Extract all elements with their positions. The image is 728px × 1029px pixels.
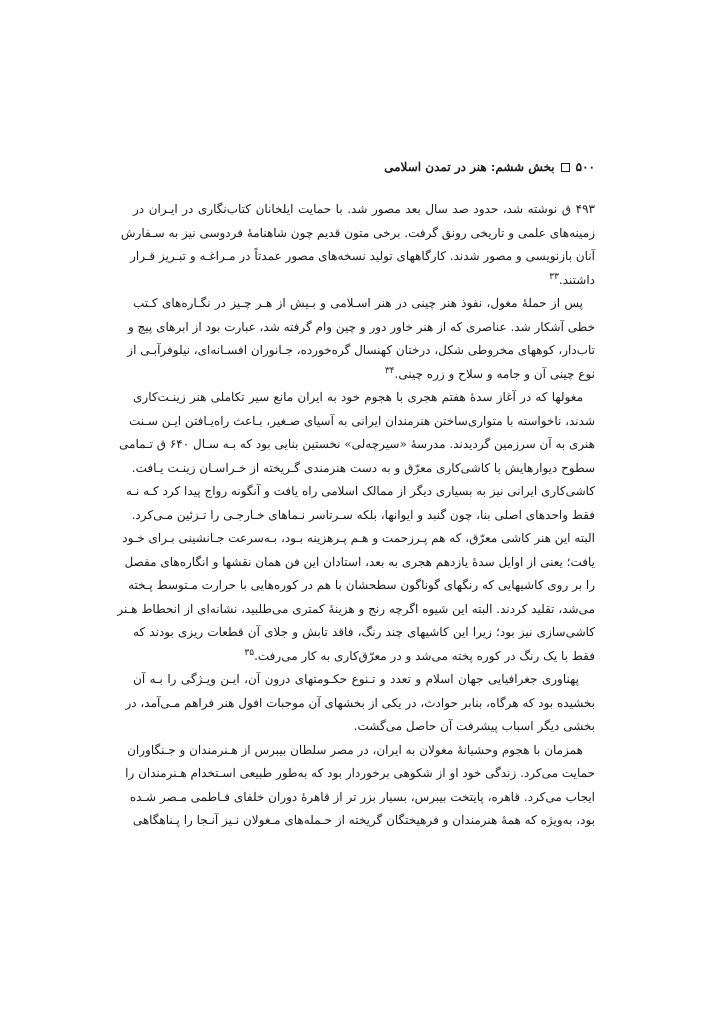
paragraph-first-line: مغولها که در آغاز سدهٔ هفتم هجری با هجوم خود به ایران مانع سیر تکاملی هنر زینـت‌کاری	[133, 390, 583, 404]
text-line: کاشی‌سازی نیز بود؛ زیرا این کاشیهای چند رنگ، فاقد تابش و جلای آن قطعات ریزی بودند که	[133, 625, 595, 639]
text-line: را بر روی کاشیهایی که رنگهای گوناگون سطحشان با هم در کوره‌هایی با حرارت مـتوسط پـخته	[128, 578, 595, 592]
text-line: سطوح دیوارهایش با کاشی‌کاری معرّق و به دست هنرمندی گـریخته از خـراسـان زینـت یـافت.	[131, 460, 595, 475]
text-line-content: داشتند.	[558, 272, 595, 287]
footnote-marker: ۳۵	[244, 647, 255, 658]
text-line: حمایت می‌کرد. زندگی خود او از شکوهی برخوردار بود که به‌طور طبیعی اسـتخدام هـنرمندان را	[125, 766, 595, 780]
text-line: بخشی دیگر اسباب پیشرفت آن حاصل می‌گشت.	[353, 719, 595, 733]
text-line: فقط واحدهای اصلی بنا، چون گنبد و ایوانها، بلکه سـرتاسر نـماهای خـارجـی را تـزئین مـی‌کرد.	[131, 507, 595, 522]
text-line: ایجاب می‌کرد. قاهره، پایتخت بیبرس، بسیار بزر تر از قاهرهٔ دوران خلفای فـاطمی مـصر شـده	[129, 789, 595, 804]
footnote-marker: ۳۴	[384, 365, 395, 376]
text-line	[133, 645, 595, 669]
text-line-content: فقط با یک رنگ در کوره پخته می‌شد و در معرّق‌کاری به کار می‌رفت.	[254, 648, 595, 663]
text-line: بخشیده بود که هرگاه، بنابر حوادث، در یکی از بخشهای آن موجبات افول هنر فراهم مـی‌آمد، در	[125, 695, 595, 710]
text-line: ۴۹۳ ق نوشته شد، حدود صد سال بعد مصور شد. با حمایت ایلخانان کتاب‌نگاری در ایـران در	[133, 202, 595, 216]
text-line: یافت؛ یعنی از اوایل سدهٔ یازدهم هجری به بعد، استادان این فن همان نقشها و انگاره‌های مفصل	[124, 554, 595, 569]
text-line: می‌شد، تقلید کردند. البته این شیوه اگرچه رنج و هزینهٔ کمتری می‌طلبید، نشانه‌ای از انحطاط هـنر	[117, 601, 595, 616]
text-line: شدند، ناخواسته با متواری‌ساختن هنرمندان ایرانی به آسیای صـغیر، بـاعث راه‌یـافتن ایـن سـنت	[129, 413, 595, 428]
running-header	[135, 160, 595, 174]
footnote-marker: ۳۳	[549, 271, 559, 282]
text-line: آنان بازنویسی و مصور شدند. کارگاههای تولید نسخه‌های مصور عمدتاً در مـراغـه و تبـریز قـرار	[130, 249, 595, 263]
body-text	[117, 198, 595, 833]
paragraph-first-line: همزمان با هجوم وحشیانهٔ مغولان به ایران، در مصر سلطان بیبرس از هـنرمندان و جـنگاوران	[127, 742, 583, 757]
text-line: زمینه‌های علمی و تاریخی رونق گرفت. برخی متون قدیم چون شاهنامهٔ فردوسی نیز به سـفارش	[120, 225, 595, 240]
text-line: تاب‌دار، کوههای مخروطی شکل، درختان کهنسال گره‌خورده، جـانوران افسـانه‌ای، نیلوفرآبـی از	[127, 343, 595, 357]
text-line: هنری به آن سرزمین گردیدند. مدرسهٔ «سیرچه‌لی» نخستین بنایی بود که بـه سـال ۶۴۰ ق تـمامی	[119, 437, 595, 451]
text-line: خطی آشکار شد. عناصری که از هنر خاور دور و چین وام گرفته شد، عبارت بود از ابرهای پیچ و	[127, 319, 595, 334]
text-line	[133, 363, 595, 387]
paragraph-first-line: پهناوری جغرافیایی جهان اسلام و تعدد و تـنوع حکـومتهای درون آن، ایـن ویـژگی را بـه آن	[133, 672, 579, 686]
text-line: البته این هنر کاشی معرّق، که هم پـرزحمت و هـم پـرهزینه بـود، بـه‌سرعت جـانشینی بـرای خـود	[122, 531, 595, 545]
text-line: بود، به‌ویژه که همهٔ هنرمندان و فرهیختگان گریخته از حـمله‌های مـغولان نـیز آنـجا را پـناهگاهی	[132, 813, 595, 827]
text-line: کاشی‌کاری ایرانی نیز به بسیاری دیگر از ممالک اسلامی راه یافت و آنگونه رواج پیدا کرد کـه نـه	[125, 484, 595, 498]
section-title: بخش ششم: هنر در تمدن اسلامی	[384, 160, 555, 174]
text-line	[133, 269, 595, 293]
square-separator-icon	[561, 163, 570, 172]
paragraph-first-line: پس از حملهٔ مغول، نفوذ هنر چینی در هنر اسـلامی و بـیش از هـر چـیز در نگـاره‌های کـتب	[133, 296, 583, 310]
text-line-content: نوع چینی آن و جامه و سلاح و زره چینی.	[394, 366, 595, 381]
page-number: ۵۰۰	[575, 160, 595, 174]
